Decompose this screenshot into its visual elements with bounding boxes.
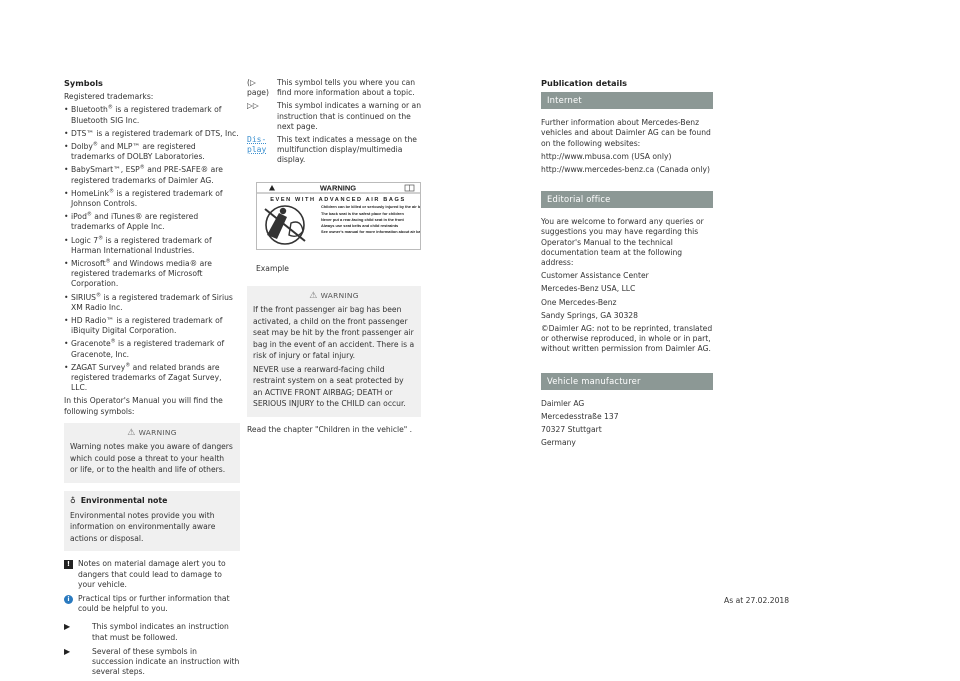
step-arrow-icon: ▶ (64, 646, 71, 656)
manufacturer-band: Vehicle manufacturer (541, 373, 713, 390)
trademark-item: • ZAGAT Survey® and related brands are registered trademarks of Zagat Survey, LLC. (64, 363, 240, 394)
trademark-item: • Microsoft® and Windows media® are registered trademarks of Microsoft Corporation. (64, 259, 240, 290)
chapter-reference: Read the chapter "Children in the vehicle" . (247, 424, 413, 434)
airbag-warning-title: ⚠ WARNING (309, 290, 359, 301)
trademark-item: • Logic 7® is a registered trademark of Harman International Industries. (64, 236, 240, 256)
label-subheader: EVEN WITH ADVANCED AIR BAGS (270, 196, 406, 203)
manufacturer-line: Mercedesstraße 137 (541, 411, 619, 421)
warning-triangle-icon: ⚠ (127, 427, 136, 438)
environmental-note-box (64, 491, 240, 552)
symbols-intro: In this Operator's Manual you will find the following symbols: (64, 396, 223, 416)
editorial-text: You are welcome to forward any queries or suggestions you may have regarding this Operator's Manual to the technical documentation team at the following address: (541, 217, 704, 268)
material-damage-note: ! Notes on material damage alert you to dangers that could lead to damage to your vehicle. (64, 559, 240, 590)
airbag-warning-text: If the front passenger air bag has been activated, a child on the front passenger seat may be hit by the front passenger air bag in the event of an accident. There is a risk of injury or fatal injury. (253, 305, 415, 361)
warning-title: ⚠ WARNING (127, 427, 177, 438)
instruction-steps: ▶ Several of these symbols in succession indicate an instruction with several steps. (64, 646, 240, 677)
trademark-item: • DTS™ is a registered trademark of DTS, Inc. (64, 129, 240, 139)
symbols-column (64, 78, 240, 681)
manufacturer-line: Daimler AG (541, 398, 585, 408)
edition-date: As at 27.02.2018 (724, 596, 790, 605)
copyright-text: ©Daimler AG: not to be reprinted, translated or otherwise reproduced, in whole or in part, without written permission from Daimler AG. (541, 324, 713, 354)
trademark-item: • Bluetooth® is a registered trademark of Bluetooth SIG Inc. (64, 105, 240, 125)
example-caption: Example (256, 263, 289, 273)
publication-heading: Publication details (541, 78, 628, 88)
display-symbol: Dis‐ play (247, 135, 267, 155)
environmental-note-text: Environmental notes provide you with information on environmentally aware actions or disposal. (70, 510, 216, 543)
child-seat-pictogram (265, 206, 305, 244)
label-line: Never put a rear-facing child seat in the front (321, 216, 404, 222)
page-reference-symbol: (▷ page) (247, 78, 269, 98)
publication-details-column (541, 78, 713, 451)
editorial-band: Editorial office (541, 191, 713, 208)
airbag-label-graphic (257, 183, 420, 249)
address-line: Sandy Springs, GA 30328 (541, 310, 638, 320)
label-line: See owner's manual for more information about air bags (321, 228, 420, 234)
trademark-item: • Gracenote® is a registered trademark of Gracenote, Inc. (64, 339, 240, 359)
trademark-item: • SIRIUS® is a registered trademark of Sirius XM Radio Inc. (64, 293, 240, 313)
info-note: i Practical tips or further information that could be helpful to you. (64, 594, 240, 614)
internet-band: Internet (541, 92, 713, 109)
step-arrow-icon: ▶ (64, 622, 71, 632)
instruction-step: ▶ This symbol indicates an instruction that must be followed. (64, 622, 229, 642)
warning-triangle-icon: ⚠ (309, 290, 318, 301)
trademark-item: • Dolby® and MLP™ are registered trademarks of DOLBY Laboratories. (64, 142, 240, 162)
environment-icon: ♁ (70, 495, 76, 505)
symbols-continued-column (247, 78, 421, 438)
info-icon: i (64, 595, 73, 604)
warning-text: Warning notes make you aware of dangers which could pose a threat to your health or life, or to the health and life of others. (70, 442, 233, 475)
address-line: One Mercedes-Benz (541, 297, 617, 307)
internet-text: Further information about Mercedes-Benz vehicles and about Daimler AG can be found on the following websites: (541, 118, 711, 148)
manufacturer-line: Germany (541, 438, 576, 448)
airbag-warning-text-caps: NEVER use a rearward-facing child restraint system on a seat protected by an ACTIVE FRONT AIRBAG; DEATH or SERIOUS INJURY to the CHILD can occur. (253, 364, 406, 409)
trademark-item: • HD Radio™ is a registered trademark of iBiquity Digital Corporation. (64, 316, 240, 336)
symbol-display: Dis‐ play This text indicates a message on the multifunction display/multimedia display. (247, 135, 417, 165)
symbol-page-reference: (▷ page) This symbol tells you where you can find more information about a topic. (247, 78, 416, 98)
warning-box (64, 423, 240, 483)
manufacturer-line: 70327 Stuttgart (541, 425, 602, 435)
trademark-item: • BabySmart™, ESP® and PRE-SAFE® are registered trademarks of Daimler AG. (64, 165, 240, 185)
address-line: Customer Assistance Center (541, 271, 649, 281)
exclamation-icon: ! (64, 560, 73, 569)
label-line: The back seat is the safest place for children (321, 210, 404, 216)
address-line: Mercedes-Benz USA, LLC (541, 284, 636, 294)
label-header: WARNING (319, 183, 357, 193)
url-usa[interactable]: http://www.mbusa.com (USA only) (541, 151, 672, 161)
environmental-note-title: ♁ Environmental note (70, 495, 168, 505)
symbols-heading: Symbols (64, 78, 103, 88)
symbol-continued: ▷▷ This symbol indicates a warning or an instruction that is continued on the next page. (247, 101, 422, 131)
airbag-warning-label (256, 182, 421, 250)
label-line: Always use seat belts and child restraints (321, 222, 399, 228)
trademark-item: • iPod® and iTunes® are registered trademarks of Apple Inc. (64, 212, 240, 232)
trademark-list (64, 105, 240, 393)
url-canada[interactable]: http://www.mercedes-benz.ca (Canada only) (541, 165, 710, 175)
trademarks-intro: Registered trademarks: (64, 92, 154, 102)
continued-symbol: ▷▷ (247, 101, 259, 111)
airbag-warning-box (247, 286, 421, 417)
trademark-item: • HomeLink® is a registered trademark of Johnson Controls. (64, 189, 240, 209)
label-line: Children can be killed or seriously injured by the air bag (321, 203, 420, 209)
